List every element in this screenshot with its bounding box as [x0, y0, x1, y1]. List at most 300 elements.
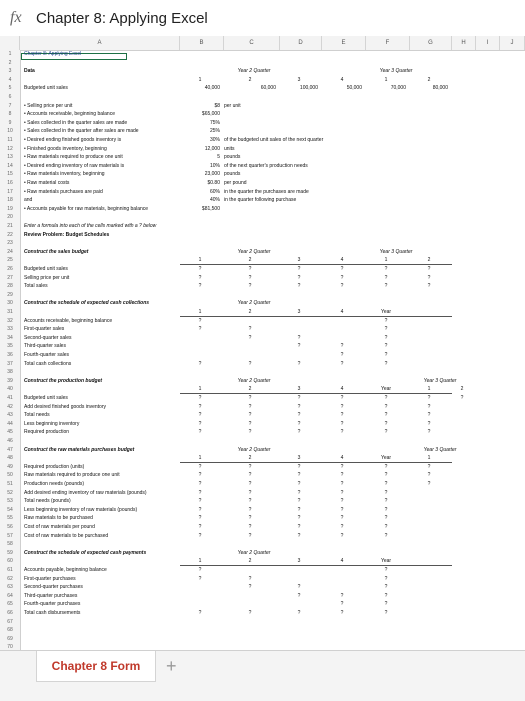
cell-value[interactable]: ?: [198, 429, 202, 436]
row-number[interactable]: 29: [0, 291, 21, 300]
cell-label[interactable]: Construct the raw materials purchases budget: [24, 446, 135, 453]
cell-value[interactable]: ?: [340, 489, 344, 496]
cell-value[interactable]: ?: [297, 395, 301, 401]
cell-label[interactable]: Total needs (pounds): [24, 498, 71, 505]
cell-value[interactable]: 2: [248, 257, 252, 264]
cell-label[interactable]: Second-quarter purchases: [24, 584, 83, 591]
cell-value[interactable]: ?: [248, 472, 252, 479]
cell-label[interactable]: First-quarter purchases: [24, 575, 76, 582]
cell-value[interactable]: ?: [297, 334, 301, 341]
cell-note[interactable]: of the budgeted unit sales of the next quarter: [224, 137, 324, 143]
cell-value[interactable]: ?: [340, 420, 344, 427]
row-number[interactable]: 56: [0, 523, 21, 532]
cell-value[interactable]: $65,000: [201, 111, 220, 118]
row-number[interactable]: 12: [0, 145, 21, 154]
cell-value[interactable]: Year: [380, 558, 392, 565]
cell-value[interactable]: ?: [248, 326, 252, 333]
cell-value[interactable]: 2: [427, 257, 431, 264]
row-number[interactable]: 53: [0, 497, 21, 506]
cell-note[interactable]: per pound: [224, 180, 247, 186]
cell-value[interactable]: ?: [198, 532, 202, 539]
row-number[interactable]: 4: [0, 76, 21, 85]
cell-value[interactable]: ?: [340, 515, 344, 522]
cell-value[interactable]: ?: [427, 403, 431, 410]
cell-value[interactable]: ?: [248, 532, 252, 539]
cell-value[interactable]: 1: [427, 386, 431, 393]
cell-value[interactable]: ?: [198, 283, 202, 290]
row-number[interactable]: 36: [0, 351, 21, 360]
cell-value[interactable]: ?: [198, 575, 202, 582]
cell-value[interactable]: 40,000: [204, 85, 220, 92]
cell-label[interactable]: Accounts receivable, beginning balance: [24, 317, 113, 324]
cell-label[interactable]: Chapter 8: Applying Excel: [24, 51, 82, 57]
cell-value[interactable]: Year: [380, 309, 392, 315]
cell-value[interactable]: ?: [198, 317, 202, 324]
cell-label[interactable]: • Raw materials purchases are paid: [24, 188, 103, 195]
row-number[interactable]: 16: [0, 179, 21, 188]
cell-label[interactable]: Budgeted unit sales: [24, 266, 68, 272]
cell-value[interactable]: 1: [198, 558, 202, 565]
row-number[interactable]: 19: [0, 205, 21, 214]
cell-value[interactable]: ?: [198, 567, 202, 573]
cell-note[interactable]: of the next quarter's production needs: [224, 162, 308, 169]
row-number[interactable]: 27: [0, 274, 21, 283]
column-header-d[interactable]: D: [280, 36, 322, 50]
cell-value[interactable]: ?: [384, 610, 388, 616]
cell-label[interactable]: Add desired finished goods inventory: [24, 403, 106, 410]
cell-value[interactable]: ?: [248, 515, 252, 522]
cell-label[interactable]: Cost of raw materials to be purchased: [24, 532, 109, 539]
cell-value[interactable]: ?: [297, 506, 301, 513]
cell-label[interactable]: • Sales collected in the quarter after sales are made: [24, 128, 139, 135]
cell-value[interactable]: 75%: [209, 119, 220, 126]
cell-value[interactable]: ?: [198, 472, 202, 479]
cell-value[interactable]: 1: [384, 76, 388, 83]
cell-value[interactable]: 4: [340, 386, 344, 393]
cell-value[interactable]: 4: [340, 309, 344, 315]
cell-value[interactable]: 23,000: [204, 171, 220, 178]
row-number[interactable]: 39: [0, 377, 21, 386]
row-number[interactable]: 67: [0, 618, 21, 627]
cell-value[interactable]: ?: [248, 524, 252, 530]
cell-value[interactable]: ?: [297, 283, 301, 290]
cell-label[interactable]: Budgeted unit sales: [24, 395, 68, 401]
row-number[interactable]: 34: [0, 334, 21, 343]
cell-value[interactable]: ?: [297, 592, 301, 599]
cell-value[interactable]: ?: [384, 274, 388, 281]
cell-value[interactable]: ?: [384, 524, 388, 530]
spreadsheet-grid[interactable]: [0, 36, 525, 650]
column-header-b[interactable]: B: [180, 36, 224, 50]
cell-value[interactable]: ?: [340, 412, 344, 419]
cell-label[interactable]: • Raw materials required to produce one unit: [24, 154, 123, 161]
cell-value[interactable]: ?: [427, 420, 431, 427]
cell-value[interactable]: ?: [198, 420, 202, 427]
cell-note[interactable]: in the quarter the purchases are made: [224, 188, 309, 195]
cell-label[interactable]: Review Problem: Budget Schedules: [24, 231, 110, 238]
row-number[interactable]: 57: [0, 532, 21, 541]
cell-value[interactable]: ?: [384, 420, 388, 427]
cell-value[interactable]: ?: [248, 506, 252, 513]
cell-value[interactable]: ?: [384, 532, 388, 539]
row-number[interactable]: 23: [0, 239, 21, 248]
row-number[interactable]: 59: [0, 549, 21, 558]
cell-value[interactable]: ?: [198, 274, 202, 281]
cell-value[interactable]: ?: [297, 343, 301, 350]
cell-value[interactable]: ?: [297, 429, 301, 436]
row-number[interactable]: 18: [0, 196, 21, 205]
cell-value[interactable]: 2: [460, 386, 464, 393]
cell-value[interactable]: ?: [384, 317, 388, 324]
row-number[interactable]: 52: [0, 489, 21, 498]
cell-value[interactable]: ?: [340, 532, 344, 539]
cell-value[interactable]: ?: [427, 274, 431, 281]
cell-value[interactable]: ?: [297, 610, 301, 616]
cell-value[interactable]: ?: [198, 506, 202, 513]
cell-value[interactable]: ?: [248, 283, 252, 290]
cell-label[interactable]: • Raw materials inventory, beginning: [24, 171, 105, 178]
row-number[interactable]: 45: [0, 428, 21, 437]
row-number[interactable]: 15: [0, 170, 21, 179]
row-number[interactable]: 11: [0, 136, 21, 145]
cell-value[interactable]: ?: [340, 506, 344, 513]
cell-value[interactable]: ?: [427, 395, 431, 401]
row-number[interactable]: 48: [0, 454, 21, 463]
cell-value[interactable]: ?: [427, 412, 431, 419]
cell-value[interactable]: 2: [248, 76, 252, 83]
cell-value[interactable]: ?: [198, 481, 202, 487]
row-number[interactable]: 50: [0, 471, 21, 480]
cell-value[interactable]: ?: [198, 360, 202, 367]
cell-value[interactable]: ?: [248, 584, 252, 591]
cell-value[interactable]: ?: [384, 575, 388, 582]
cell-value[interactable]: 3: [297, 257, 301, 264]
cell-value[interactable]: 2: [248, 558, 252, 565]
row-number[interactable]: 62: [0, 575, 21, 584]
cell-value[interactable]: ?: [427, 283, 431, 290]
row-number[interactable]: 28: [0, 282, 21, 291]
cell-value[interactable]: ?: [297, 532, 301, 539]
cell-value[interactable]: 3: [297, 558, 301, 565]
cell-label[interactable]: Data: [24, 68, 35, 75]
cell-value[interactable]: ?: [248, 498, 252, 505]
cell-value[interactable]: ?: [384, 515, 388, 522]
cell-label[interactable]: Total needs: [24, 412, 50, 419]
cell-note[interactable]: pounds: [224, 154, 241, 161]
row-number[interactable]: 58: [0, 540, 21, 549]
row-number[interactable]: 14: [0, 162, 21, 171]
cell-value[interactable]: ?: [427, 481, 431, 487]
row-number[interactable]: 66: [0, 609, 21, 618]
cell-label[interactable]: Production needs (pounds): [24, 481, 85, 487]
cell-value[interactable]: ?: [248, 412, 252, 419]
cell-value[interactable]: ?: [297, 360, 301, 367]
cell-value[interactable]: ?: [248, 403, 252, 410]
cell-label[interactable]: Second-quarter sales: [24, 334, 72, 341]
cell-value[interactable]: ?: [340, 266, 344, 272]
cell-value[interactable]: 1: [198, 76, 202, 83]
row-number[interactable]: 22: [0, 231, 21, 240]
cell-value[interactable]: ?: [198, 395, 202, 401]
row-number[interactable]: 31: [0, 308, 21, 317]
column-header-i[interactable]: I: [476, 36, 500, 50]
cell-label[interactable]: Selling price per unit: [24, 274, 70, 281]
cell-value[interactable]: 1: [198, 257, 202, 264]
cell-value[interactable]: ?: [297, 472, 301, 479]
cell-value[interactable]: 50,000: [346, 85, 362, 92]
cell-value[interactable]: $81,500: [201, 205, 220, 212]
cell-label[interactable]: Budgeted unit sales: [24, 85, 68, 92]
cell-label[interactable]: Construct the schedule of expected cash collections: [24, 300, 150, 307]
cell-label[interactable]: Add desired ending inventory of raw materials (pounds): [24, 489, 147, 496]
cell-value[interactable]: ?: [340, 463, 344, 470]
cell-value[interactable]: ?: [198, 326, 202, 333]
select-all-corner[interactable]: [0, 36, 20, 50]
cell-note[interactable]: pounds: [224, 171, 241, 178]
cell-value[interactable]: ?: [297, 481, 301, 487]
cell-value[interactable]: ?: [248, 575, 252, 582]
cell-label[interactable]: Construct the schedule of expected cash payments: [24, 549, 147, 556]
cell-label[interactable]: • Sales collected in the quarter sales are made: [24, 119, 128, 126]
cell-label[interactable]: • Finished goods inventory, beginning: [24, 145, 107, 152]
row-number[interactable]: 20: [0, 213, 21, 222]
row-number[interactable]: 68: [0, 626, 21, 635]
cell-value[interactable]: ?: [384, 498, 388, 505]
row-number[interactable]: 38: [0, 368, 21, 377]
cell-note[interactable]: in the quarter following purchase: [224, 197, 297, 204]
cell-value[interactable]: ?: [384, 334, 388, 341]
cell-value[interactable]: ?: [248, 266, 252, 272]
cell-label[interactable]: Construct the sales budget: [24, 248, 89, 255]
cell-value[interactable]: ?: [297, 489, 301, 496]
cell-value[interactable]: ?: [340, 403, 344, 410]
cell-label[interactable]: First-quarter sales: [24, 326, 65, 333]
cell-label[interactable]: Raw materials required to produce one unit: [24, 472, 120, 479]
cell-label[interactable]: • Selling price per unit: [24, 102, 73, 109]
cell-value[interactable]: ?: [297, 524, 301, 530]
cell-value[interactable]: Year: [380, 386, 392, 393]
cell-value[interactable]: ?: [248, 489, 252, 496]
row-number[interactable]: 6: [0, 93, 21, 102]
row-number[interactable]: 63: [0, 583, 21, 592]
cell-value[interactable]: ?: [427, 472, 431, 479]
cell-value[interactable]: ?: [340, 274, 344, 281]
cell-value[interactable]: ?: [384, 567, 388, 573]
cell-value[interactable]: ?: [248, 481, 252, 487]
row-number[interactable]: 47: [0, 446, 21, 455]
cell-value[interactable]: ?: [297, 266, 301, 272]
cell-note[interactable]: units: [224, 145, 235, 152]
cell-note[interactable]: per unit: [224, 102, 241, 109]
cell-value[interactable]: ?: [427, 463, 431, 470]
column-header-c[interactable]: C: [224, 36, 280, 50]
cell-value[interactable]: ?: [198, 524, 202, 530]
add-sheet-icon[interactable]: +: [166, 656, 177, 676]
cell-value[interactable]: ?: [297, 463, 301, 470]
cell-value[interactable]: ?: [198, 412, 202, 419]
cell-value[interactable]: ?: [460, 395, 464, 401]
column-header-j[interactable]: J: [500, 36, 525, 50]
row-number[interactable]: 40: [0, 385, 21, 394]
cell-label[interactable]: • Desired ending inventory of raw materials is: [24, 162, 125, 169]
cell-label[interactable]: Required production (units): [24, 463, 85, 470]
cell-label[interactable]: Raw materials to be purchased: [24, 515, 93, 522]
row-number[interactable]: 42: [0, 403, 21, 412]
cell-value[interactable]: ?: [198, 515, 202, 522]
cell-value[interactable]: ?: [340, 352, 344, 358]
cell-value[interactable]: ?: [384, 506, 388, 513]
row-number[interactable]: 3: [0, 67, 21, 76]
row-number[interactable]: 10: [0, 127, 21, 136]
cell-value[interactable]: 3: [297, 455, 301, 462]
row-number[interactable]: 2: [0, 59, 21, 68]
row-number[interactable]: 21: [0, 222, 21, 231]
cell-label[interactable]: Fourth-quarter purchases: [24, 601, 81, 608]
cell-value[interactable]: ?: [384, 481, 388, 487]
row-number[interactable]: 51: [0, 480, 21, 489]
cell-value[interactable]: 4: [340, 257, 344, 264]
row-number[interactable]: 37: [0, 360, 21, 369]
row-number[interactable]: 55: [0, 514, 21, 523]
column-header-h[interactable]: H: [452, 36, 476, 50]
column-header-f[interactable]: F: [366, 36, 410, 50]
cell-value[interactable]: Year: [380, 455, 392, 462]
cell-value[interactable]: ?: [427, 266, 431, 272]
cell-value[interactable]: ?: [297, 420, 301, 427]
cell-value[interactable]: 2: [427, 76, 431, 83]
cell-value[interactable]: ?: [340, 360, 344, 367]
row-number[interactable]: 26: [0, 265, 21, 274]
cell-value[interactable]: ?: [340, 498, 344, 505]
cell-value[interactable]: 25%: [209, 128, 220, 135]
cell-value[interactable]: ?: [198, 403, 202, 410]
column-header-a[interactable]: A: [20, 36, 180, 50]
cell-value[interactable]: 3: [297, 76, 301, 83]
cell-label[interactable]: Total cash disbursements: [24, 610, 81, 616]
cell-value[interactable]: ?: [340, 610, 344, 616]
row-number[interactable]: 69: [0, 635, 21, 644]
cell-label[interactable]: Less beginning inventory: [24, 420, 80, 427]
cell-value[interactable]: ?: [384, 489, 388, 496]
cell-label[interactable]: Total cash collections: [24, 360, 72, 367]
cell-label[interactable]: and: [24, 197, 33, 204]
sheet-tab-chapter-8-form[interactable]: Chapter 8 Form: [36, 651, 156, 682]
column-header-g[interactable]: G: [410, 36, 452, 50]
cell-value[interactable]: 1: [198, 386, 202, 393]
cell-label[interactable]: Accounts payable, beginning balance: [24, 567, 107, 573]
row-number[interactable]: 24: [0, 248, 21, 257]
row-number[interactable]: 41: [0, 394, 21, 403]
row-number[interactable]: 13: [0, 153, 21, 162]
cell-value[interactable]: ?: [198, 489, 202, 496]
cell-value[interactable]: ?: [340, 283, 344, 290]
cell-value[interactable]: ?: [297, 274, 301, 281]
cell-value[interactable]: $8: [214, 102, 220, 109]
cell-value[interactable]: ?: [198, 498, 202, 505]
cell-label[interactable]: Less beginning inventory of raw materials (pounds): [24, 506, 138, 513]
cell-value[interactable]: ?: [384, 360, 388, 367]
cell-value[interactable]: ?: [384, 326, 388, 333]
cell-value[interactable]: ?: [340, 472, 344, 479]
cell-label[interactable]: Third-quarter purchases: [24, 592, 78, 599]
cell-value[interactable]: 5: [217, 154, 220, 161]
cell-value[interactable]: ?: [384, 601, 388, 608]
cell-label[interactable]: • Raw material costs: [24, 180, 70, 186]
cell-value[interactable]: 10%: [209, 162, 220, 169]
cell-value[interactable]: ?: [384, 395, 388, 401]
column-header-e[interactable]: E: [322, 36, 366, 50]
cell-value[interactable]: ?: [248, 420, 252, 427]
cell-value[interactable]: ?: [340, 524, 344, 530]
cell-value[interactable]: 40%: [209, 197, 220, 204]
cell-value[interactable]: 2: [248, 455, 252, 462]
cell-value[interactable]: 4: [340, 76, 344, 83]
cell-value[interactable]: ?: [384, 403, 388, 410]
row-number[interactable]: 17: [0, 188, 21, 197]
cell-value[interactable]: 4: [340, 455, 344, 462]
cell-value[interactable]: ?: [384, 429, 388, 436]
cell-value[interactable]: 12,000: [204, 145, 220, 152]
cell-value[interactable]: ?: [198, 266, 202, 272]
cell-value[interactable]: ?: [248, 429, 252, 436]
cell-value[interactable]: 1: [198, 309, 202, 315]
row-number[interactable]: 8: [0, 110, 21, 119]
row-number[interactable]: 65: [0, 600, 21, 609]
cell-label[interactable]: Fourth-quarter sales: [24, 352, 70, 358]
cell-value[interactable]: ?: [384, 352, 388, 358]
row-number[interactable]: 32: [0, 317, 21, 326]
cell-value[interactable]: ?: [297, 584, 301, 591]
row-number[interactable]: 54: [0, 506, 21, 515]
cell-label[interactable]: Third-quarter sales: [24, 343, 66, 350]
cell-value[interactable]: ?: [384, 592, 388, 599]
cell-value[interactable]: 30%: [209, 137, 220, 143]
cell-value[interactable]: 70,000: [390, 85, 406, 92]
cell-value[interactable]: ?: [384, 266, 388, 272]
cell-value[interactable]: ?: [340, 601, 344, 608]
cell-value[interactable]: ?: [340, 481, 344, 487]
cell-value[interactable]: 1: [427, 455, 431, 462]
cell-value[interactable]: 60,000: [260, 85, 276, 92]
cell-value[interactable]: 3: [297, 309, 301, 315]
row-number[interactable]: 33: [0, 325, 21, 334]
cell-value[interactable]: 100,000: [299, 85, 318, 92]
cell-label[interactable]: Cost of raw materials per pound: [24, 524, 95, 530]
cell-value[interactable]: ?: [340, 429, 344, 436]
formula-bar[interactable]: [0, 0, 525, 37]
cell-value[interactable]: 4: [340, 558, 344, 565]
cell-value[interactable]: ?: [384, 584, 388, 591]
row-number[interactable]: 64: [0, 592, 21, 601]
cell-value[interactable]: ?: [427, 429, 431, 436]
row-number[interactable]: 70: [0, 643, 21, 650]
cell-label[interactable]: Construct the production budget: [24, 377, 103, 384]
cell-value[interactable]: ?: [384, 463, 388, 470]
cell-label[interactable]: • Desired ending finished goods inventory is: [24, 137, 122, 143]
cell-label[interactable]: Required production: [24, 429, 70, 436]
cell-value[interactable]: ?: [340, 343, 344, 350]
cell-value[interactable]: $0.80: [207, 180, 220, 186]
cell-value[interactable]: ?: [340, 592, 344, 599]
row-number[interactable]: 44: [0, 420, 21, 429]
row-number[interactable]: 5: [0, 84, 21, 93]
cell-value[interactable]: ?: [384, 412, 388, 419]
row-number[interactable]: 35: [0, 342, 21, 351]
cell-value[interactable]: ?: [248, 463, 252, 470]
cell-value[interactable]: ?: [248, 395, 252, 401]
cell-value[interactable]: ?: [248, 360, 252, 367]
row-number[interactable]: 9: [0, 119, 21, 128]
